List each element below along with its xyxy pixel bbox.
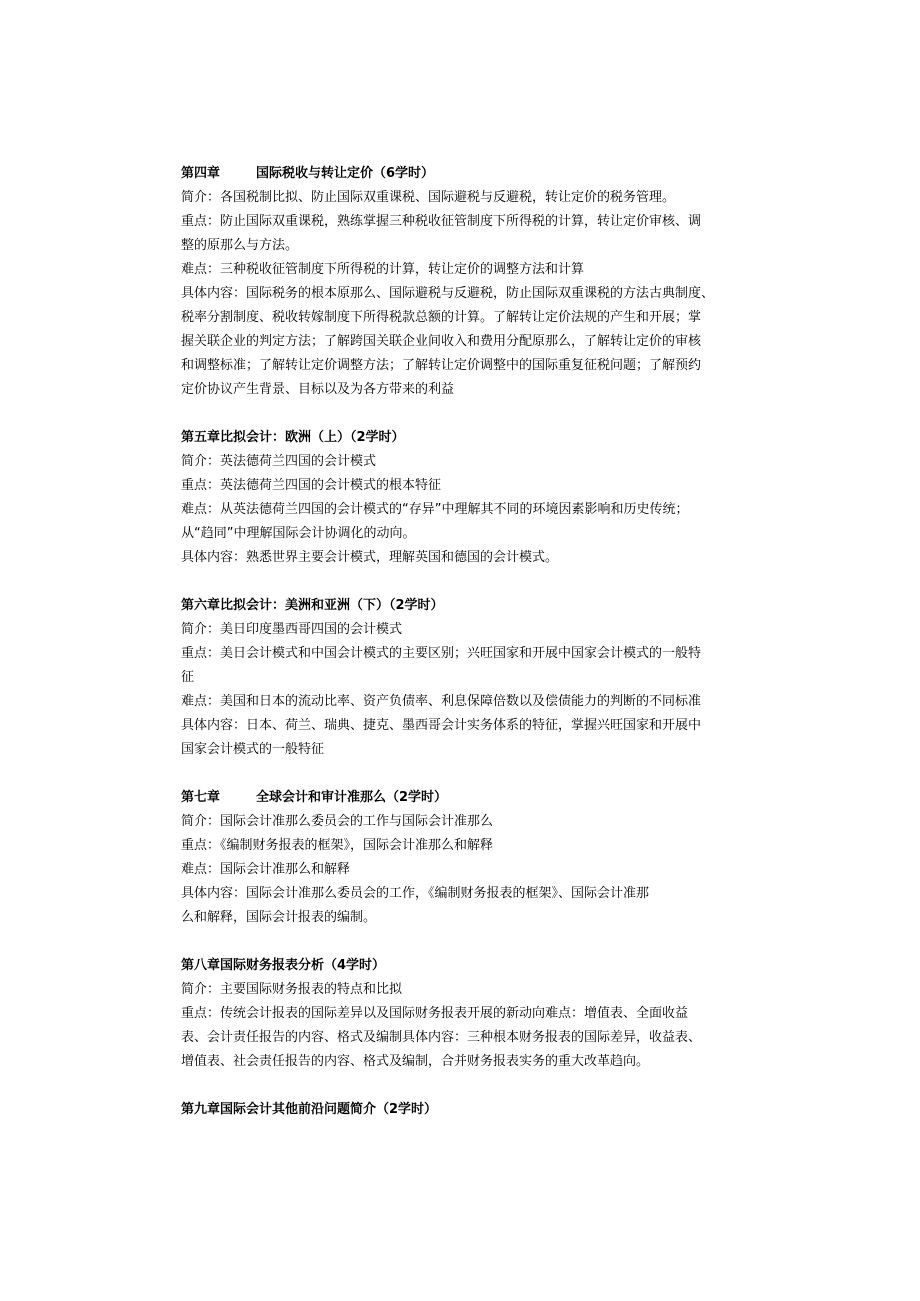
- chapter-7-number: 第七章: [181, 790, 221, 805]
- chapter-6-line: 简介：美日印度墨西哥四国的会计模式: [181, 622, 403, 637]
- chapter-4-line: 简介：各国税制比拟、防止国际双重课税、国际避税与反避税，转让定价的税务管理。: [181, 190, 676, 205]
- chapter-4-line: 难点：三种税收征管制度下所得税的计算，转让定价的调整方法和计算: [181, 262, 585, 277]
- chapter-7-line: 重点：《编制财务报表的框架》，国际会计准那么和解释: [181, 838, 494, 853]
- chapter-8: [181, 954, 781, 1074]
- chapter-4-line: 和调整标准；了解转让定价调整方法；了解转让定价调整中的国际重复征税问题；了解预约: [181, 358, 702, 373]
- chapter-4-line: 税率分割制度、税收转嫁制度下所得税款总额的计算。了解转让定价法规的产生和开展；掌: [181, 310, 702, 325]
- chapter-4-line: 握关联企业的判定方法；了解跨国关联企业间收入和费用分配原那么，了解转让定价的审核: [181, 334, 702, 349]
- chapter-9-heading: 第九章国际会计其他前沿问题简介（2学时）: [181, 1102, 438, 1117]
- chapter-4-line: 定价协议产生背景、目标以及为各方带来的利益: [181, 382, 455, 397]
- chapter-6-heading: 第六章比拟会计：美洲和亚洲（下）（2学时）: [181, 598, 444, 613]
- chapter-6-line: 难点：美国和日本的流动比率、资产负债率、利息保障倍数以及偿债能力的判断的不同标准: [181, 694, 702, 709]
- chapter-8-line: 表、会计责任报告的内容、格式及编制具体内容：三种根本财务报表的国际差异，收益表、: [181, 1030, 702, 1045]
- chapter-6: [181, 594, 781, 762]
- chapter-7-line: 么和解释，国际会计报表的编制。: [181, 910, 377, 925]
- chapter-7: [181, 786, 781, 930]
- chapter-7-line: 具体内容：国际会计准那么委员会的工作，《编制财务报表的框架》、国际会计准那: [181, 886, 650, 901]
- chapter-4-number: 第四章: [181, 166, 221, 181]
- chapter-6-line: 具体内容：日本、荷兰、瑞典、捷克、墨西哥会计实务体系的特征，掌握兴旺国家和开展中: [181, 718, 702, 733]
- chapter-8-line: 简介：主要国际财务报表的特点和比拟: [181, 982, 403, 997]
- chapter-8-line: 重点：传统会计报表的国际差异以及国际财务报表开展的新动向难点：增值表、全面收益: [181, 1006, 689, 1021]
- chapter-7-title: 全球会计和审计准那么（2学时）: [256, 790, 448, 805]
- chapter-4-line: 重点：防止国际双重课税，熟练掌握三种税收征管制度下所得税的计算，转让定价审核、调: [181, 214, 702, 229]
- chapter-5-line: 具体内容：熟悉世界主要会计模式，理解英国和德国的会计模式。: [181, 550, 559, 565]
- chapter-8-heading: 第八章国际财务报表分析（4学时）: [181, 958, 386, 973]
- chapter-9: [181, 1098, 781, 1122]
- chapter-5-line: 简介：英法德荷兰四国的会计模式: [181, 454, 377, 469]
- chapter-4-heading: [181, 162, 781, 186]
- chapter-6-line: 征: [181, 670, 195, 685]
- chapter-7-heading: [181, 786, 781, 810]
- chapter-5: [181, 426, 781, 570]
- chapter-7-line: 难点：国际会计准那么和解释: [181, 862, 351, 877]
- chapter-7-line: 简介：国际会计准那么委员会的工作与国际会计准那么: [181, 814, 494, 829]
- chapter-5-line: 重点：英法德荷兰四国的会计模式的根本特征: [181, 478, 442, 493]
- chapter-8-line: 增值表、社会责任报告的内容、格式及编制，合并财务报表实务的重大改革趋向。: [181, 1054, 650, 1069]
- chapter-5-heading: 第五章比拟会计：欧洲（上）（2学时）: [181, 430, 405, 445]
- chapter-6-line: 重点：美日会计模式和中国会计模式的主要区别；兴旺国家和开展中国家会计模式的一般特: [181, 646, 702, 661]
- chapter-5-line: 从“趋同”中理解国际会计协调化的动向。: [181, 526, 416, 541]
- chapter-4-title: 国际税收与转让定价（6学时）: [256, 166, 435, 181]
- document-page: [181, 162, 781, 1122]
- chapter-4-line: 整的原那么与方法。: [181, 238, 299, 253]
- chapter-4: [181, 162, 781, 402]
- chapter-5-line: 难点：从英法德荷兰四国的会计模式的“存异”中理解其不同的环境因素影响和历史传统；: [181, 502, 689, 517]
- chapter-4-line: 具体内容：国际税务的根本原那么、国际避税与反避税，防止国际双重课税的方法古典制度、: [181, 286, 715, 301]
- chapter-6-line: 国家会计模式的一般特征: [181, 742, 325, 757]
